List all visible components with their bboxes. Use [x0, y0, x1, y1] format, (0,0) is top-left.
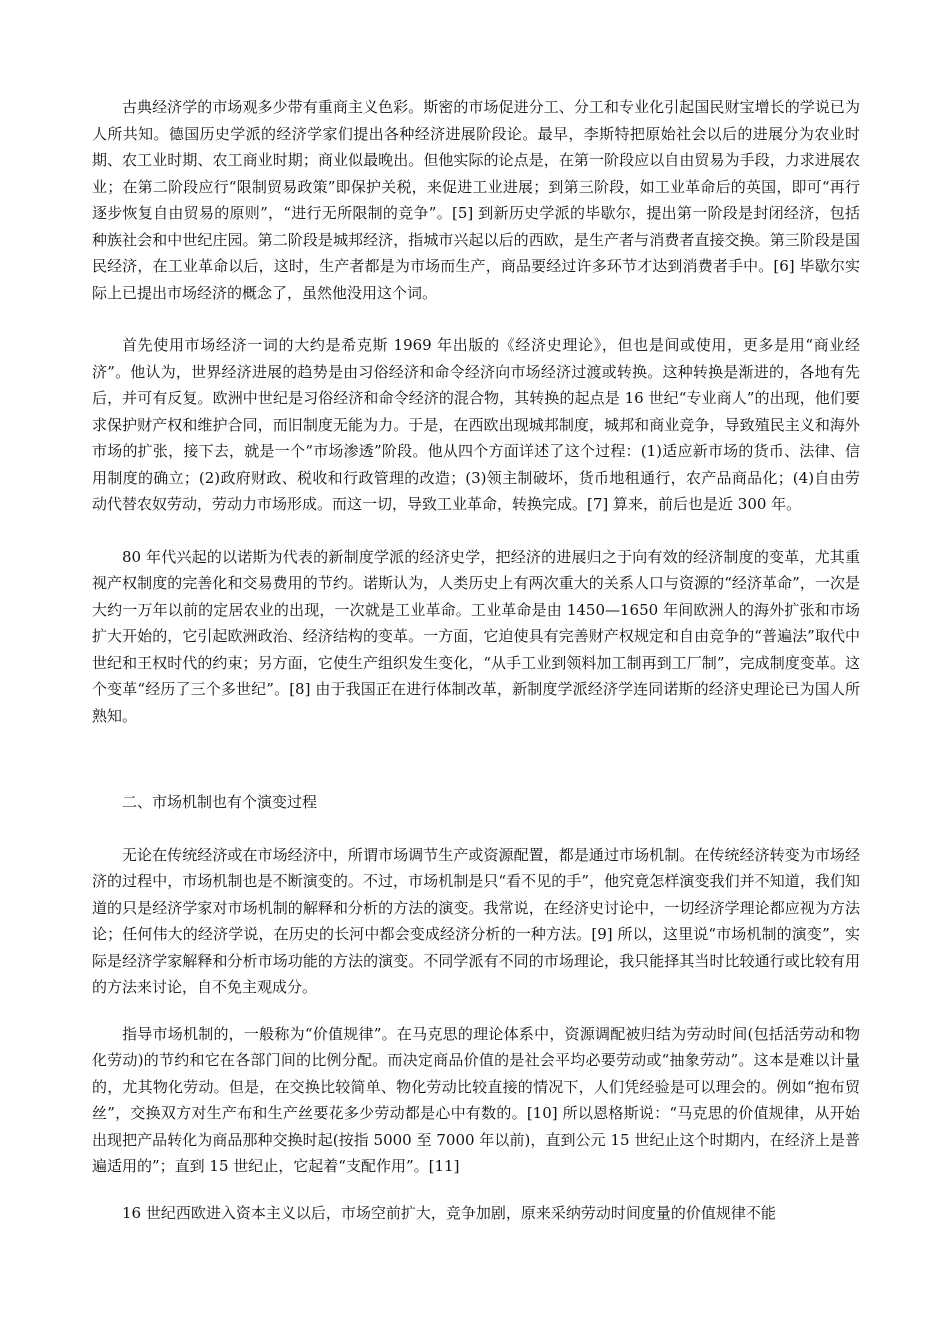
- paragraph-6: 16 世纪西欧进入资本主义以后，市场空前扩大，竞争加剧，原来采纳劳动时间度量的价值规律不能: [122, 1203, 776, 1222]
- paragraph-2: 首先使用市场经济一词的大约是希克斯 1969 年出版的《经济史理论》，但也是间或使用，更多是用“商业经济”。他认为，世界经济进展的趋势是由习俗经济和命令经济向市场经济过渡或转换。这种转换是渐进的，各地有先后，并可有反复。欧洲中世纪是习俗经济和命令经济的混合物，其转换的起点是 16 世纪“专业商人”的出现，他们要求保护财产权和维护合同，而旧制度无能为力。于是，在西欧出现城邦制度，城邦和商业竞争，导致殖民主义和海外市场的扩张，接下去，就是一个“市场渗透”阶段。他从四个方面详述了这个过程：(1)适应新市场的货币、法律、信用制度的确立；(2)政府财政、税收和行政管理的改造；(3)领主制破坏，货币地租通行，农产品商品化；(4)自由劳动代替农奴劳动，劳动力市场形成。而这一切，导致工业革命，转换完成。[7] 算来，前后也是近 300 年。: [92, 336, 860, 513]
- paragraph-spacer: [92, 816, 860, 842]
- paragraph-spacer: [92, 1180, 860, 1200]
- section-spacer: [92, 729, 860, 789]
- paragraph-1: 古典经济学的市场观多少带有重商主义色彩。斯密的市场促进分工、分工和专业化引起国民财宝增长的学说已为人所共知。德国历史学派的经济学家们提出各种经济进展阶段论。最早，李斯特把原始社会以后的进展分为农业时期、农工业时期、农工商业时期；商业似最晚出。但他实际的论点是，在第一阶段应以自由贸易为手段，力求进展农业；在第二阶段应行“限制贸易政策”即保护关税，来促进工业进展；到第三阶段，如工业革命后的英国，即可“再行逐步恢复自由贸易的原则”，“进行无所限制的竞争”。[5] 到新历史学派的毕歇尔，提出第一阶段是封闭经济，包括种族社会和中世纪庄园。第二阶段是城邦经济，指城市兴起以后的西欧，是生产者与消费者直接交换。第三阶段是国民经济，在工业革命以后，这时，生产者都是为市场而生产，商品要经过许多环节才达到消费者手中。[6] 毕歇尔实际上已提出市场经济的概念了，虽然他没用这个词。: [92, 98, 860, 302]
- paragraph-spacer: [92, 1001, 860, 1021]
- section-heading: 二、市场机制也有个演变过程: [122, 793, 318, 811]
- paragraph-5: 指导市场机制的，一般称为“价值规律”。在马克思的理论体系中，资源调配被归结为劳动时间(包括活劳动和物化劳动)的节约和它在各部门间的比例分配。而决定商品价值的是社会平均必要劳动或“抽象劳动”。这本是难以计量的，尤其物化劳动。但是，在交换比较简单、物化劳动比较直接的情况下，人们凭经验是可以理会的。例如“抱布贸丝”，交换双方对生产布和生产丝要花多少劳动都是心中有数的。[10] 所以恩格斯说：“马克思的价值规律，从开始出现把产品转化为商品那种交换时起(按指 5000 至 7000 年以前)，直到公元 15 世纪止这个时期内，在经济上是普遍适用的”；直到 15 世纪止，它起着“支配作用”。[11]: [92, 1024, 860, 1175]
- paragraph-spacer: [92, 306, 860, 332]
- document-page: [92, 94, 860, 1226]
- paragraph-3: 80 年代兴起的以诺斯为代表的新制度学派的经济史学，把经济的进展归之于向有效的经济制度的变革，尤其重视产权制度的完善化和交易费用的节约。诺斯认为，人类历史上有两次重大的关系人口与资源的“经济革命”，一次是大约一万年以前的定居农业的出现，一次就是工业革命。工业革命是由 1450—1650 年间欧洲人的海外扩张和市场扩大开始的，它引起欧洲政治、经济结构的变革。一方面，它迫使具有完善财产权规定和自由竞争的“普遍法”取代中世纪和王权时代的约束；另方面，它使生产组织发生变化，“从手工业到领料加工制再到工厂制”，完成制度变革。这个变革“经历了三个多世纪”。[8] 由于我国正在进行体制改革，新制度学派经济学连同诺斯的经济史理论已为国人所熟知。: [92, 547, 860, 725]
- paragraph-spacer: [92, 518, 860, 544]
- paragraph-4: 无论在传统经济或在市场经济中，所谓市场调节生产或资源配置，都是通过市场机制。在传统经济转变为市场经济的过程中，市场机制也是不断演变的。不过，市场机制是只“看不见的手”，他究竟怎样演变我们并不知道，我们知道的只是经济学家对市场机制的解释和分析的方法的演变。我常说，在经济史讨论中，一切经济学理论都应视为方法论；任何伟大的经济学说，在历史的长河中都会变成经济分析的一种方法。[9] 所以，这里说“市场机制的演变”，实际是经济学家解释和分析市场功能的方法的演变。不同学派有不同的市场理论，我只能择其当时比较通行或比较有用的方法来讨论，自不免主观成分。: [92, 845, 860, 996]
